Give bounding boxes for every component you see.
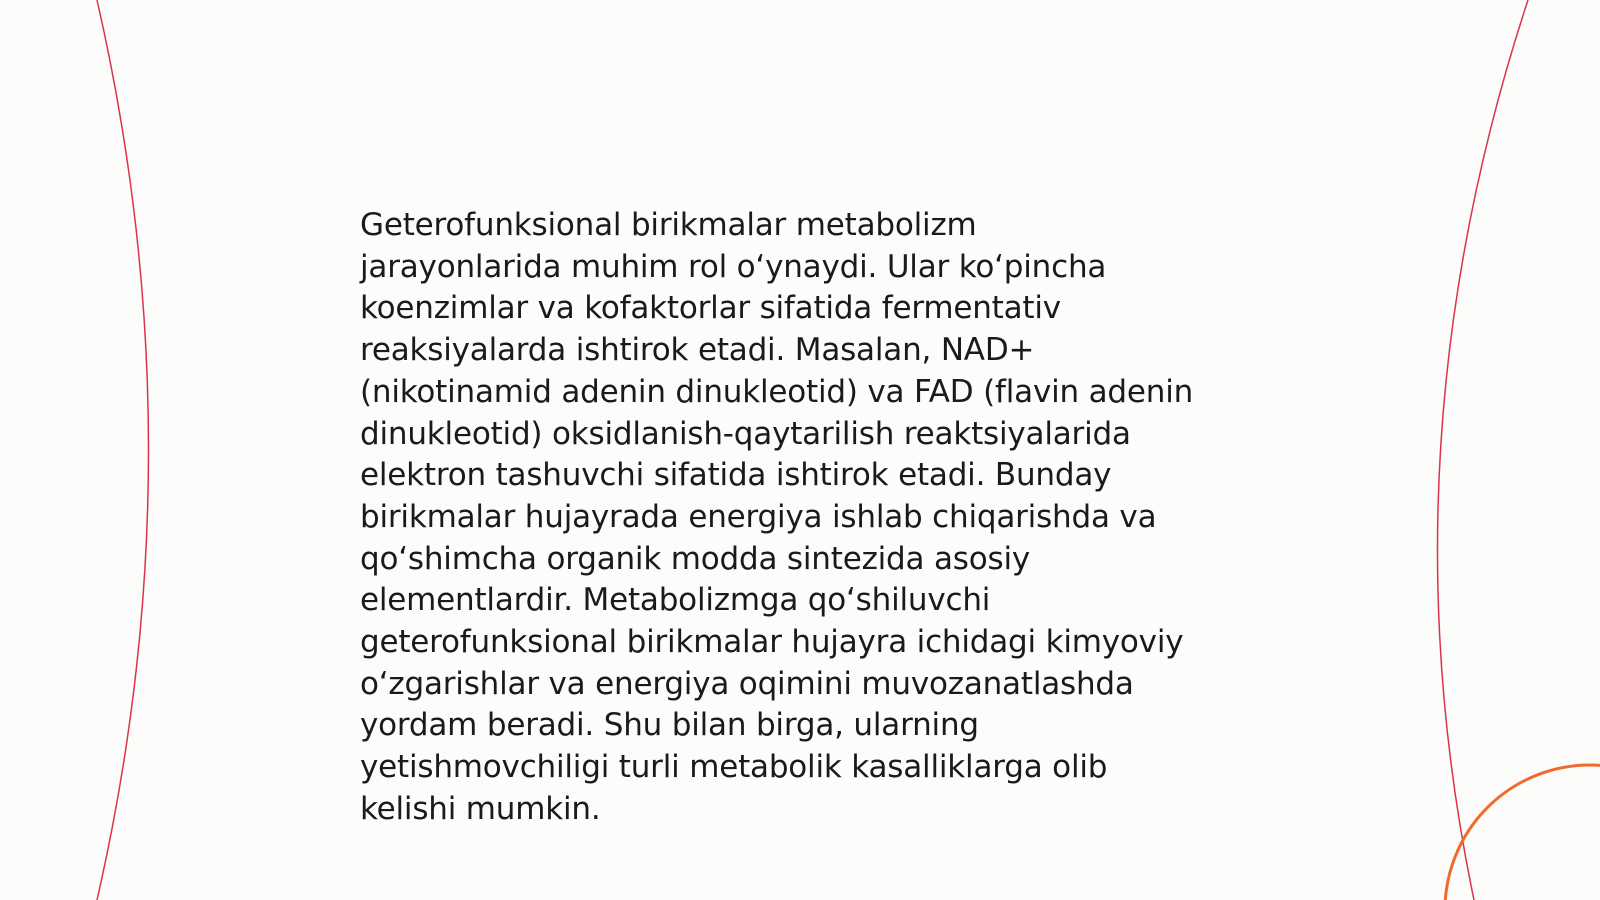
left-curve-line — [97, 0, 149, 900]
right-curve-line — [1437, 0, 1528, 900]
corner-accent-arc — [1445, 765, 1600, 900]
slide-body-text: Geterofunksional birikmalar metabolizm jarayonlarida muhim rol o‘ynaydi. Ular ko‘pincha koenzimlar va kofaktorlar sifatida fermentativ reaksiyalarda ishtirok etadi. Masalan, NAD+ (nikotinamid adenin dinukleotid) va FAD (flavin adenin dinukleotid) oksidlanish-qaytarilish reaktsiyalarida elektron tashuvchi sifatida ishtirok etadi. Bunday birikmalar hujayrada energiya ishlab chiqarishda va qo‘shimcha organik modda sintezida asosiy elementlardir. Metabolizmga qo‘shiluvchi geterofunksional birikmalar hujayra ichidagi kimyoviy o‘zgarishlar va energiya oqimini muvozanatlashda yordam beradi. Shu bilan birga, ularning yetishmovchiligi turli metabolik kasalliklarga olib kelishi mumkin. — [360, 207, 1194, 827]
